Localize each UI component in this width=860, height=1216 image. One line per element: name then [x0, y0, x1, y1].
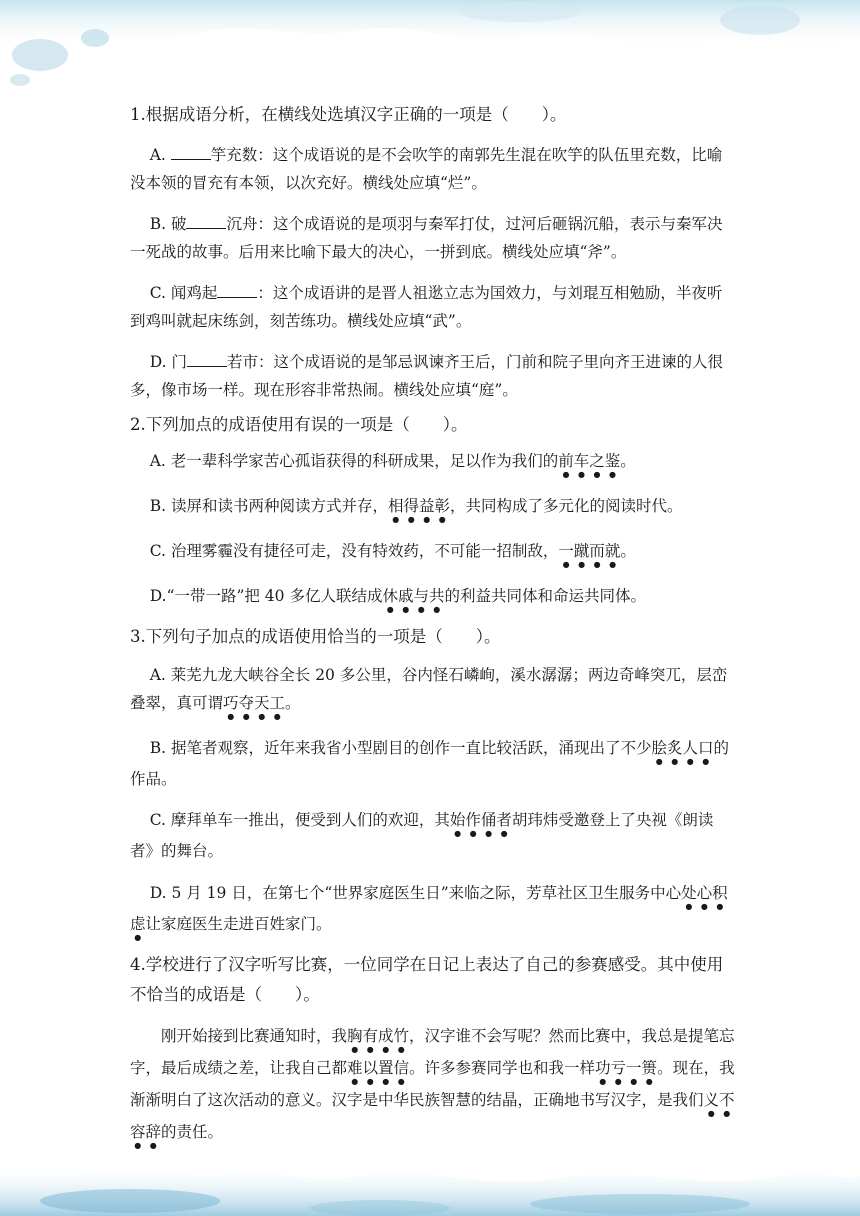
dotted-idiom: 一蹴而就	[558, 542, 621, 560]
q3-option-c	[130, 807, 735, 866]
q2-b-end: ，共同构成了多元化的阅读时代。	[449, 497, 683, 515]
q3-option-a	[130, 662, 735, 721]
q2-option-b	[130, 493, 735, 524]
q3-stem: 3.下列句子加点的成语使用恰当的一项是（ ）。	[130, 627, 501, 646]
q4-text-4: 。现在，我渐渐明白了这次活动的意义。汉字是中华民族智慧的结晶，正确地书写汉字，是我们	[130, 1058, 735, 1109]
q3-option-d	[130, 880, 735, 942]
q2-c-text: C. 治理雾霾没有捷径可走，没有特效药，不可能一招制敌，	[149, 542, 559, 560]
dotted-idiom: 难以置信	[347, 1058, 410, 1077]
q3-a-end: 。	[285, 693, 301, 712]
q1-a-prefix: A.	[149, 146, 171, 164]
q3-c-text: C. 摩拜单车一推出，便受到人们的欢迎，其	[149, 811, 450, 829]
fill-blank	[187, 350, 227, 367]
dotted-idiom: 处心积虑	[130, 883, 728, 933]
q1-b-prefix: B. 破	[149, 215, 187, 233]
dotted-idiom: 休戚与共	[382, 587, 445, 605]
dotted-idiom: 巧夺天工	[223, 693, 286, 712]
q3-c-end: 胡玮炜受邀登上了央视《朗读者》的舞台。	[130, 811, 714, 860]
q3-d-text: D. 5 月 19 日，在第七个“世界家庭医生日”来临之际，芳草社区卫生服务中心	[149, 883, 682, 902]
q4-text-1: 刚开始接到比赛通知时，我	[161, 1026, 348, 1045]
q1-b-text: 沉舟：这个成语说的是项羽与秦军打仗，过河后砸锅沉船，表示与秦军决一死战的故事。后用来比喻下最大的决心，一拼到底。横线处应填“斧”。	[130, 215, 723, 261]
fill-blank	[186, 212, 226, 229]
q2-a-end: 。	[620, 452, 636, 470]
q2-option-d	[130, 583, 735, 614]
q1-option-c	[130, 280, 735, 335]
q3-d-end: 让家庭医生走进百姓家门。	[145, 914, 332, 933]
q3-b-text: B. 据笔者观察，近年来我省小型剧目的创作一直比较活跃，涌现出了不少	[149, 738, 652, 757]
q1-option-b	[130, 211, 735, 266]
q3-a-text: A. 莱芜九龙大峡谷全长 20 多公里，谷内怪石嶙峋，溪水潺潺；两边奇峰突兀，层峦叠翠，真可谓	[130, 666, 728, 712]
dotted-idiom: 脍炙人口	[651, 738, 714, 757]
q3-b-end: 的作品。	[130, 738, 729, 788]
q4-text-2: ，汉字谁不会写呢？然而比赛中，我总是提笔忘字，最后成绩之差，让我自己都	[130, 1026, 735, 1077]
q2-d-end: 的利益共同体和命运共同体。	[444, 587, 646, 605]
q2-option-c	[130, 538, 735, 569]
question-content	[130, 100, 735, 1150]
q2-a-text: A. 老一辈科学家苦心孤诣获得的科研成果，足以作为我们的	[149, 452, 559, 470]
q1-option-d	[130, 349, 735, 404]
q1-stem: 1.根据成语分析，在横线处选填汉字正确的一项是（ ）。	[130, 105, 567, 124]
q1-a-text: 竽充数：这个成语说的是不会吹竽的南郭先生混在吹竽的队伍里充数，比喻没本领的冒充有本领，以次充好。横线处应填“烂”。	[130, 146, 723, 192]
q2-c-end: 。	[620, 542, 636, 560]
q1-d-text: 若市：这个成语说的是邹忌讽谏齐王后，门前和院子里向齐王进谏的人很多，像市场一样。现在形容非常热闹。横线处应填“庭”。	[130, 353, 723, 399]
dotted-idiom: 义不容辞	[130, 1090, 735, 1141]
q2-b-text: B. 读屏和读书两种阅读方式并存，	[149, 497, 388, 515]
q2-option-a	[130, 448, 735, 479]
q4-stem: 4.学校进行了汉字听写比赛，一位同学在日记上表达了自己的参赛感受。其中使用不恰当的成语是（ ）。	[130, 954, 724, 1004]
dotted-idiom: 相得益彰	[387, 497, 450, 515]
q1-option-a	[130, 142, 735, 197]
q1-d-prefix: D. 门	[149, 353, 187, 371]
dotted-idiom: 始作俑者	[449, 811, 512, 829]
dotted-idiom: 功亏一篑	[595, 1058, 658, 1077]
q2-d-text: D.“一带一路”把 40 多亿人联结成	[149, 587, 383, 605]
fill-blank	[171, 143, 211, 160]
fill-blank	[217, 281, 257, 298]
dotted-idiom: 胸有成竹	[347, 1026, 410, 1045]
q2-stem: 2.下列加点的成语使用有误的一项是（ ）。	[130, 415, 468, 434]
q4-text-3: 。许多参赛同学也和我一样	[409, 1058, 596, 1077]
q1-c-prefix: C. 闻鸡起	[149, 284, 218, 302]
watercolor-top-decoration	[0, 0, 860, 100]
q1-c-text: ：这个成语讲的是晋人祖逖立志为国效力，与刘琨互相勉励，半夜听到鸡叫就起床练剑，刻苦练功。横线处应填“武”。	[130, 284, 723, 330]
q4-text-5: 的责任。	[161, 1122, 224, 1141]
q3-option-b	[130, 735, 735, 794]
q4-diary-paragraph	[130, 1022, 735, 1150]
dotted-idiom: 前车之鉴	[558, 452, 621, 470]
